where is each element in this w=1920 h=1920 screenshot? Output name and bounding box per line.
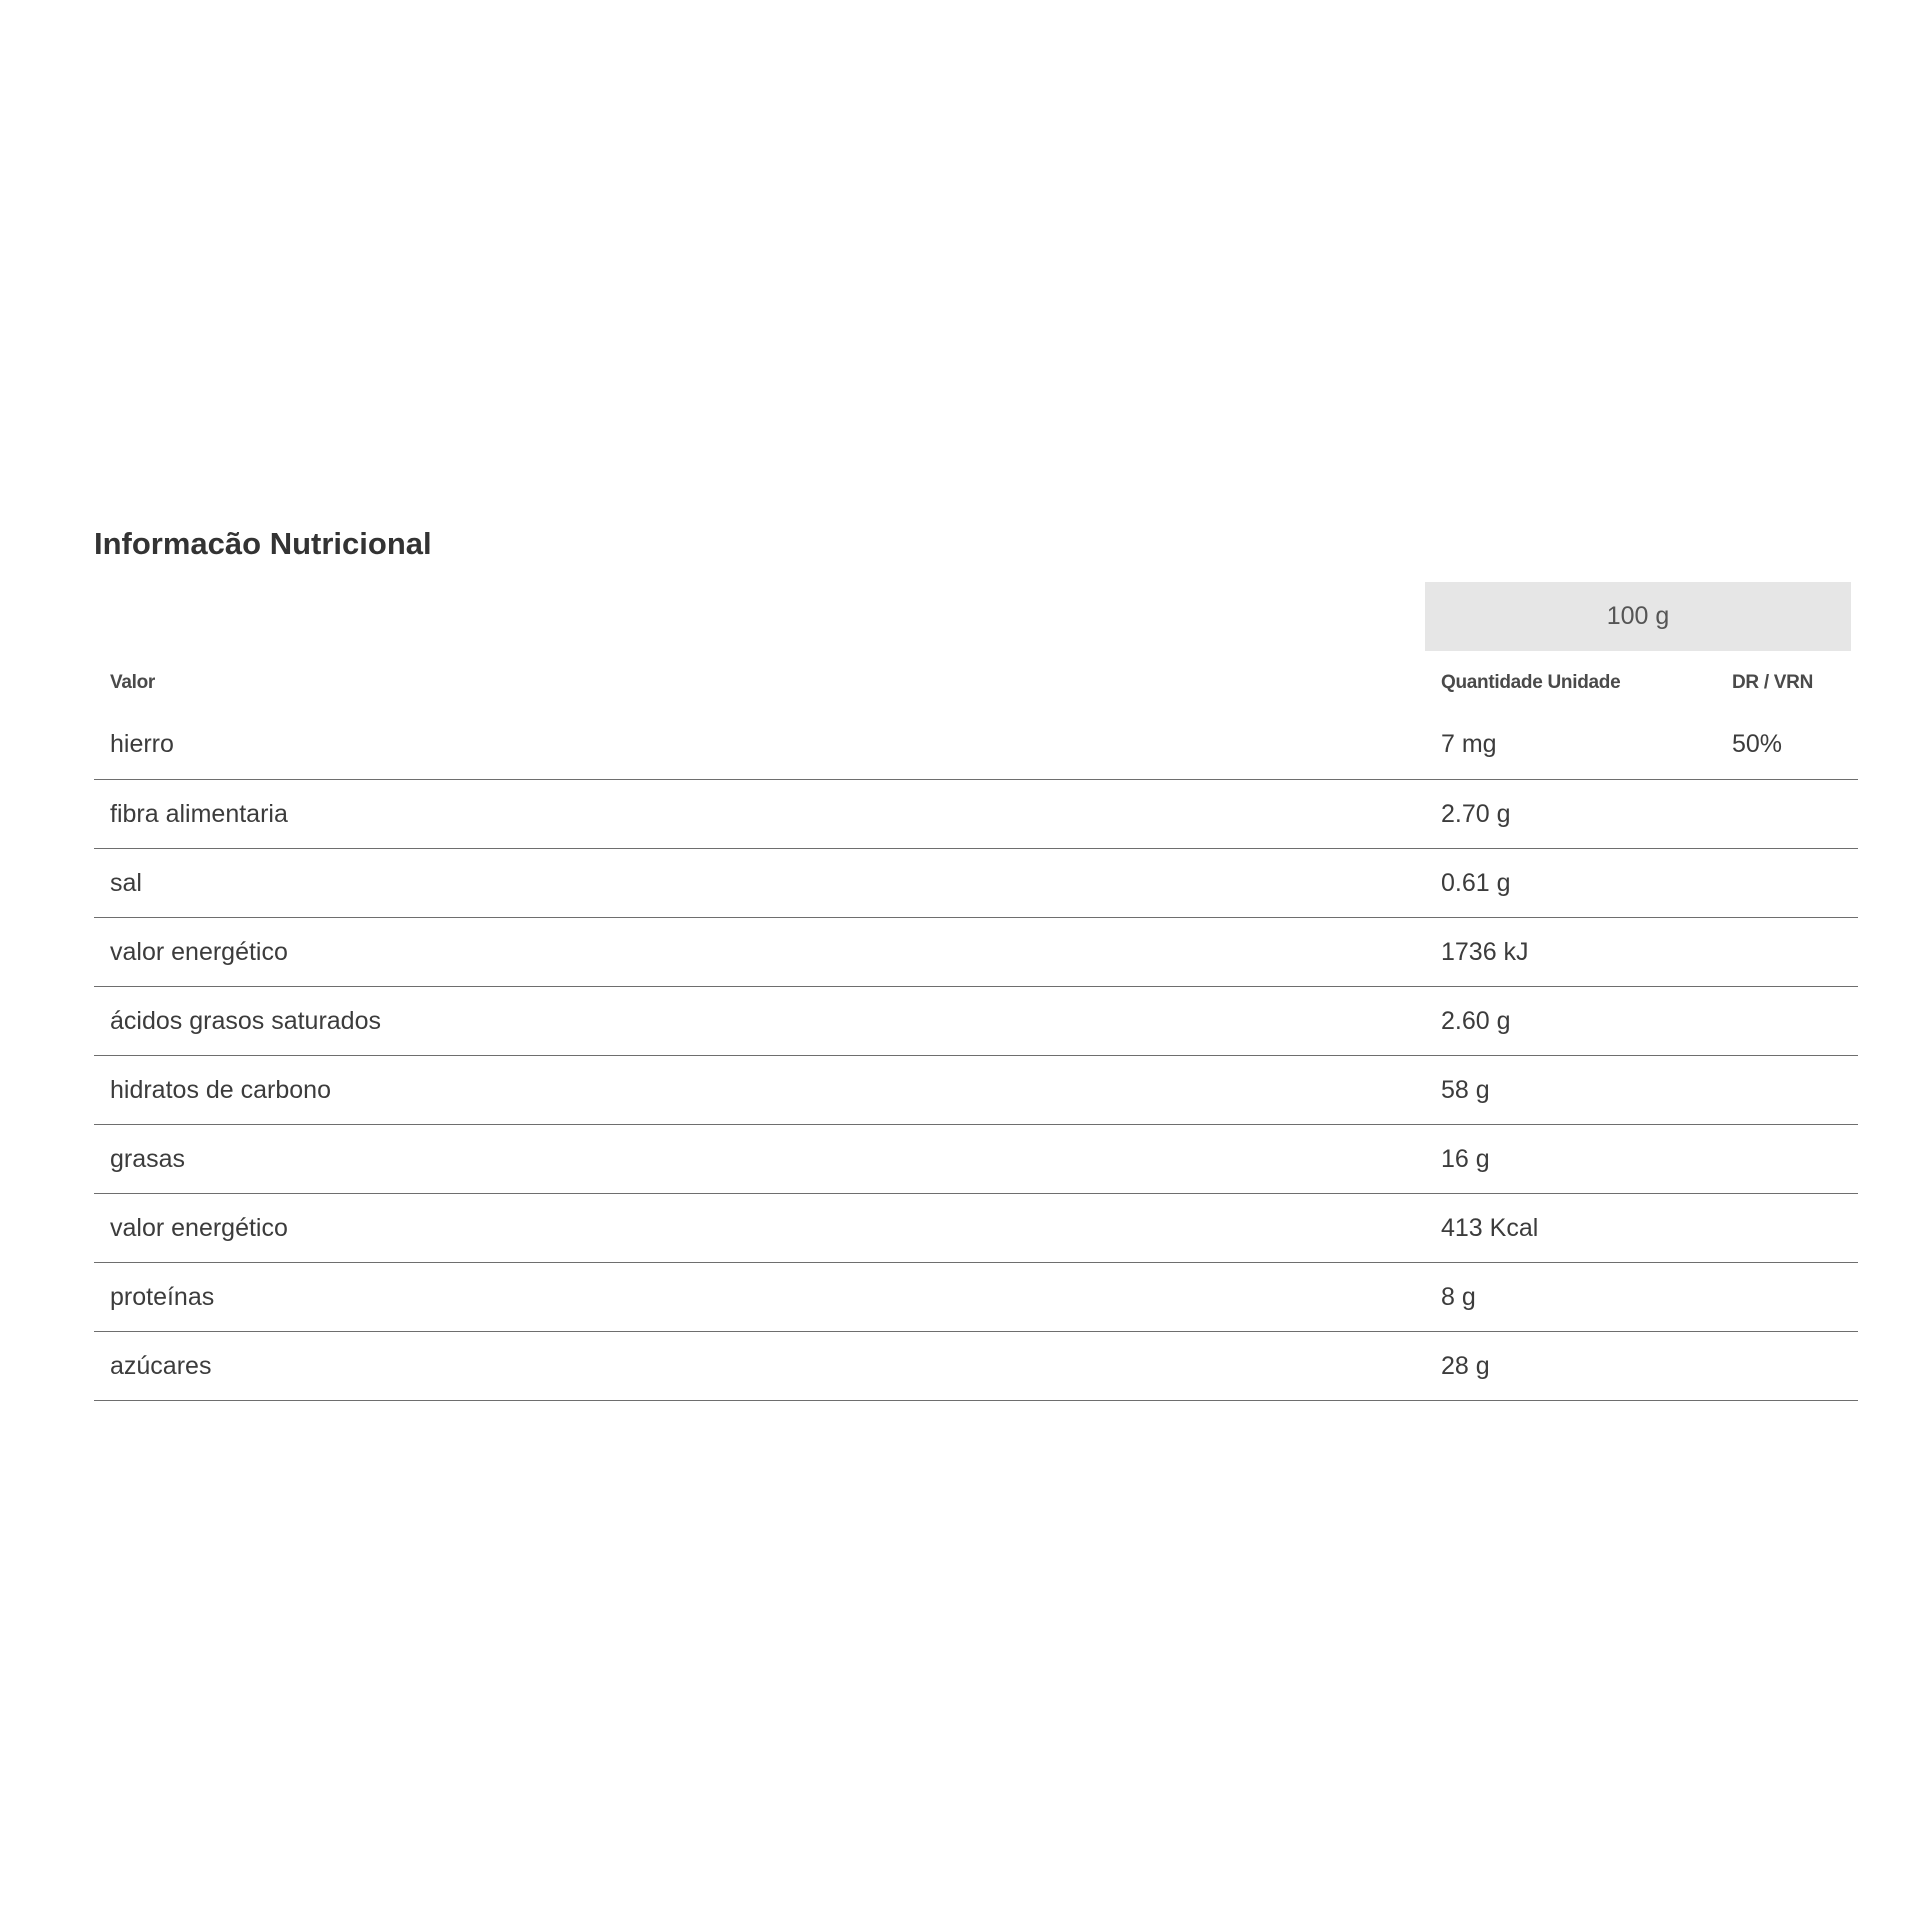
nutrient-quantity: 8 g <box>1425 1263 1716 1332</box>
nutrition-panel <box>94 519 1858 1401</box>
table-header-row <box>94 657 1858 709</box>
nutrient-reference <box>1716 1263 1858 1332</box>
nutrient-quantity: 16 g <box>1425 1125 1716 1194</box>
nutrient-name: hierro <box>94 709 1425 780</box>
column-header-reference: DR / VRN <box>1732 672 1813 693</box>
table-row <box>94 918 1858 987</box>
nutrient-reference <box>1716 780 1858 849</box>
nutrient-reference <box>1716 1194 1858 1263</box>
nutrient-reference <box>1716 849 1858 918</box>
nutrient-name: proteínas <box>94 1263 1425 1332</box>
nutrient-name: ácidos grasos saturados <box>94 987 1425 1056</box>
table-row <box>94 1056 1858 1125</box>
nutrition-table <box>94 657 1858 1401</box>
table-row <box>94 1332 1858 1401</box>
nutrient-quantity: 1736 kJ <box>1425 918 1716 987</box>
nutrient-name: azúcares <box>94 1332 1425 1401</box>
nutrient-name: fibra alimentaria <box>94 780 1425 849</box>
nutrient-name: valor energético <box>94 918 1425 987</box>
table-row <box>94 987 1858 1056</box>
nutrient-reference <box>1716 1332 1858 1401</box>
nutrient-name: sal <box>94 849 1425 918</box>
nutrient-reference: 50% <box>1716 709 1858 780</box>
nutrient-reference <box>1716 1125 1858 1194</box>
table-row <box>94 1194 1858 1263</box>
column-header-value: Valor <box>110 672 155 693</box>
table-row <box>94 849 1858 918</box>
nutrient-reference <box>1716 987 1858 1056</box>
nutrient-quantity: 413 Kcal <box>1425 1194 1716 1263</box>
portion-header-row <box>94 582 1858 651</box>
table-row <box>94 709 1858 780</box>
nutrient-name: valor energético <box>94 1194 1425 1263</box>
table-row <box>94 1263 1858 1332</box>
nutrient-reference <box>1716 1056 1858 1125</box>
column-header-quantity: Quantidade Unidade <box>1441 672 1621 693</box>
section-title: Informacão Nutricional <box>94 526 432 561</box>
nutrient-name: grasas <box>94 1125 1425 1194</box>
table-row <box>94 1125 1858 1194</box>
portion-size-label: 100 g <box>1425 582 1851 651</box>
nutrient-quantity: 58 g <box>1425 1056 1716 1125</box>
nutrient-reference <box>1716 918 1858 987</box>
table-row <box>94 780 1858 849</box>
nutrient-name: hidratos de carbono <box>94 1056 1425 1125</box>
nutrient-quantity: 2.60 g <box>1425 987 1716 1056</box>
nutrient-quantity: 0.61 g <box>1425 849 1716 918</box>
nutrient-quantity: 2.70 g <box>1425 780 1716 849</box>
nutrient-quantity: 7 mg <box>1425 709 1716 780</box>
nutrient-quantity: 28 g <box>1425 1332 1716 1401</box>
